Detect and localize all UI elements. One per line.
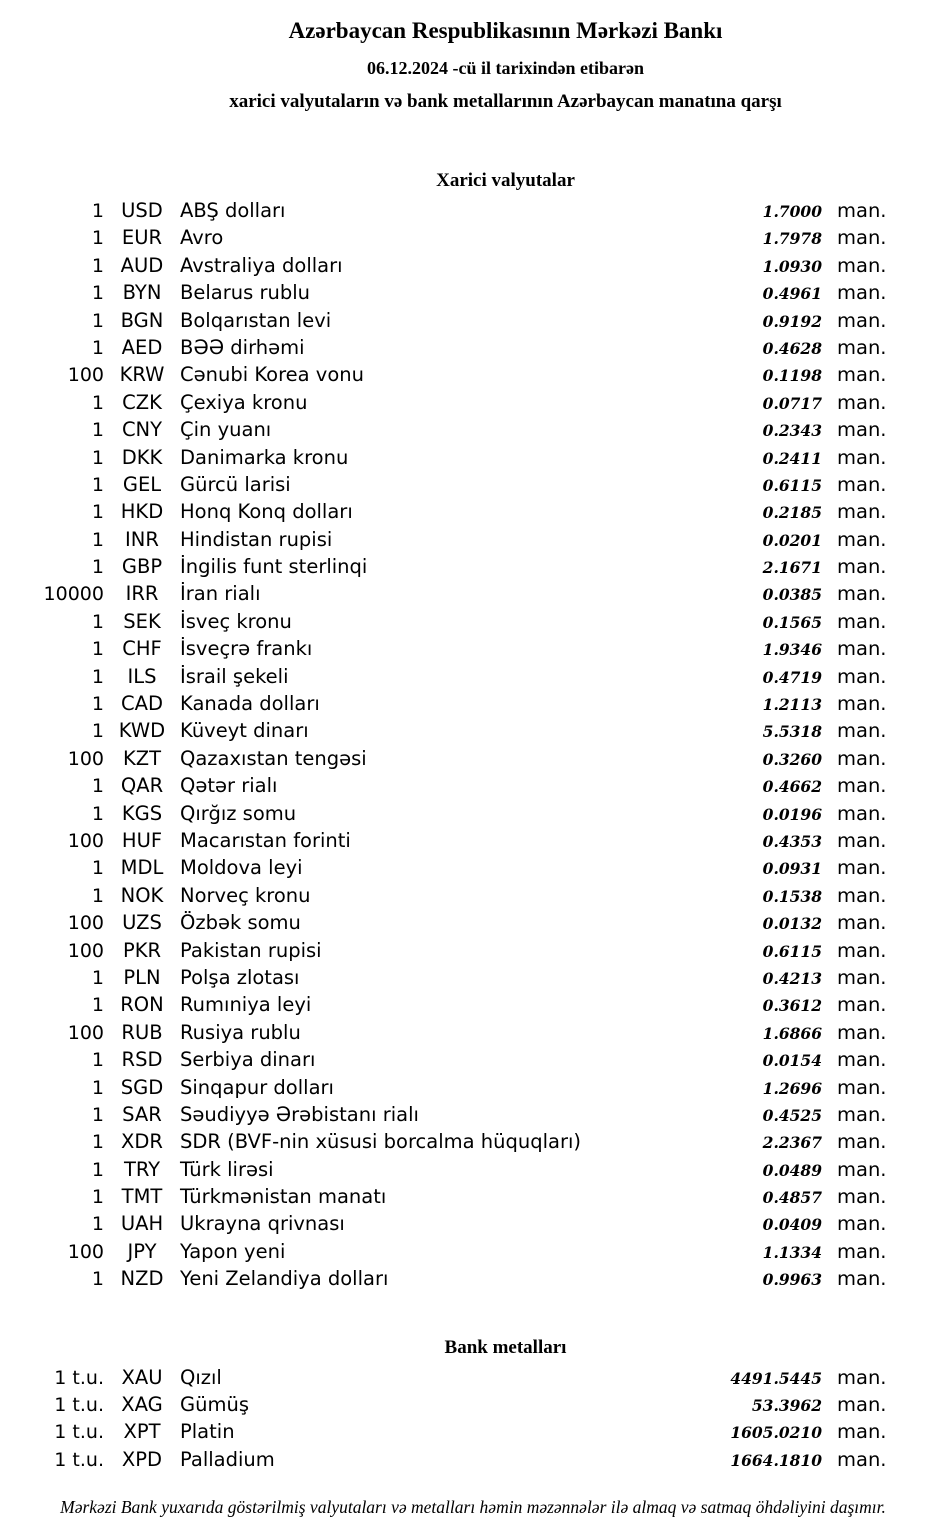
currency-code-cell: SAR [122,1102,162,1126]
rate-cell: 0.1565 [762,612,822,632]
unit-cell: man. [837,527,887,551]
currency-code-cell: EUR [121,226,163,250]
rate-cell: 0.4628 [762,338,822,358]
currency-code-cell: GBP [121,555,163,579]
table-row [0,827,888,854]
rate-cell: 1.9346 [762,640,822,660]
rate-cell: 0.0201 [762,530,822,550]
currency-code-cell: CAD [121,692,163,716]
table-row [0,937,888,964]
unit-cell: man. [837,1239,887,1263]
currency-name-cell: ABŞ dolları [180,199,286,222]
table-row [0,1101,888,1128]
table-row [0,882,888,909]
quantity-cell: 100 [67,912,104,935]
currency-code-cell: KRW [119,363,165,387]
currency-code-cell: SEK [123,609,161,633]
quantity-cell: 1 [91,419,104,442]
currency-code-cell: KGS [121,801,163,825]
unit-cell: man. [837,445,887,469]
currency-code-cell: UZS [122,911,162,935]
currency-name-cell: Moldova leyi [180,856,303,880]
currency-code-cell: AUD [120,253,164,277]
rate-cell: 1.2696 [762,1078,822,1098]
rates-section [0,1335,946,1474]
rate-cell: 0.1198 [762,366,822,386]
table-row [0,772,888,799]
quantity-cell: 1 [91,556,104,579]
rate-cell: 0.9192 [762,311,822,331]
rate-cell: 0.4719 [762,667,822,687]
currency-code-cell: GEL [122,472,162,496]
table-row [0,854,888,881]
page-subtitle: xarici valyutaların və bank metallarının Azərbaycan manatına qarşı [229,91,782,112]
quantity-cell: 1 [91,254,104,277]
currency-code-cell: BYN [122,281,162,305]
unit-cell: man. [837,719,887,743]
unit-cell: man. [837,1447,887,1471]
currency-code-cell: NZD [120,1267,164,1291]
quantity-cell: 1 [91,336,104,359]
unit-cell: man. [837,637,887,661]
quantity-cell: 1 [91,1049,104,1072]
rate-cell: 1605.0210 [730,1423,822,1443]
currency-code-cell: QAR [120,774,164,798]
unit-cell: man. [837,363,887,387]
quantity-cell: 1 [91,884,104,907]
currency-name-cell: Gürcü larisi [180,472,291,496]
rate-cell: 0.0409 [762,1215,822,1235]
currency-name-cell: Honq Konq dolları [180,500,353,524]
currency-name-cell: Küveyt dinarı [180,719,309,743]
rate-cell: 0.4662 [762,777,822,797]
currency-name-cell: Türkmənistan manatı [180,1185,387,1209]
unit-cell: man. [837,418,887,442]
unit-cell: man. [837,993,887,1017]
rate-cell: 2.2367 [762,1133,822,1153]
unit-cell: man. [837,938,887,962]
unit-cell: man. [837,883,887,907]
table-row [0,1046,888,1073]
rate-cell: 0.4525 [762,1105,822,1125]
currency-name-cell: Özbək somu [180,911,301,935]
quantity-cell: 1 [91,1131,104,1154]
quantity-cell: 10000 [43,583,104,606]
quantity-cell: 1 [91,966,104,989]
unit-cell: man. [837,1157,887,1181]
quantity-cell: 1 [91,775,104,798]
rate-cell: 1.7000 [762,202,822,221]
currency-name-cell: Səudiyyə Ərəbistanı rialı [180,1102,419,1126]
table-row [0,1391,888,1418]
currency-name-cell: Polşa zlotası [180,965,300,989]
table-row [0,361,888,388]
currency-code-cell: CHF [122,637,162,661]
unit-cell: man. [837,308,887,332]
unit-cell: man. [837,1393,887,1417]
rate-cell: 0.2343 [762,421,822,441]
currency-code-cell: RON [120,993,164,1017]
sections-container [0,168,946,1473]
table-row [0,991,888,1018]
currency-name-cell: SDR (BVF-nin xüsusi borcalma hüquqları) [180,1130,582,1154]
unit-cell: man. [837,801,887,825]
currency-name-cell: Qətər rialı [180,774,278,798]
unit-cell: man. [837,1365,887,1389]
quantity-cell: 1 t.u. [54,1394,104,1417]
currency-code-cell: INR [125,527,159,551]
currency-code-cell: KZT [122,746,162,770]
table-row [0,964,888,991]
currency-code-cell: CNY [121,418,163,442]
currency-name-cell: Qazaxıstan tengəsi [180,746,367,770]
quantity-cell: 100 [67,364,104,387]
table-row [0,553,888,580]
unit-cell: man. [837,253,887,277]
unit-cell: man. [837,856,887,880]
currency-name-cell: İngilis funt sterlinqi [180,555,368,579]
rate-cell: 1.1334 [762,1242,822,1262]
currency-code-cell: NOK [120,883,164,907]
quantity-cell: 100 [67,1021,104,1044]
currency-name-cell: Türk lirəsi [180,1157,274,1181]
quantity-cell: 100 [67,1240,104,1263]
unit-cell: man. [837,911,887,935]
currency-code-cell: UAH [120,1212,164,1236]
quantity-cell: 1 [91,1213,104,1236]
rate-cell: 0.0196 [762,804,822,824]
table-row [0,279,888,306]
currency-code-cell: HUF [121,828,163,852]
quantity-cell: 1 [91,473,104,496]
quantity-cell: 1 [91,282,104,305]
currency-name-cell: Pakistan rupisi [180,938,322,962]
currency-name-cell: Ukrayna qrivnası [180,1212,345,1236]
unit-cell: man. [837,1420,887,1444]
currency-code-cell: XPT [123,1420,161,1444]
unit-cell: man. [837,1267,887,1291]
rate-cell: 0.6115 [762,941,822,961]
table-row [0,498,888,525]
quantity-cell: 1 [91,1076,104,1099]
quantity-cell: 1 [91,610,104,633]
currency-code-cell: JPY [127,1239,157,1263]
currency-name-cell: Rusiya rublu [180,1020,301,1044]
currency-name-cell: Gümüş [180,1393,249,1417]
rate-cell: 1.2113 [762,695,822,715]
unit-cell: man. [837,1130,887,1154]
currency-code-cell: KWD [118,719,166,743]
quantity-cell: 1 [91,200,104,222]
currency-code-cell: DKK [121,445,163,469]
currency-code-cell: CZK [122,390,162,414]
table-row [0,745,888,772]
unit-cell: man. [837,335,887,359]
currency-name-cell: Avro [180,226,224,250]
unit-cell: man. [837,692,887,716]
unit-cell: man. [837,1185,887,1209]
page-title: Azərbaycan Respublikasının Mərkəzi Bankı [288,18,723,43]
table-row [0,224,888,251]
rate-cell: 0.0132 [762,914,822,934]
unit-cell: man. [837,664,887,688]
table-row [0,717,888,744]
rate-cell: 1.7978 [762,229,822,249]
rate-cell: 1.6866 [762,1023,822,1043]
rate-cell: 1.0930 [762,256,822,276]
rate-cell: 0.2185 [762,503,822,523]
currency-code-cell: AED [121,335,163,359]
currency-name-cell: Sinqapur dolları [180,1075,334,1099]
table-row [0,1019,888,1046]
unit-cell: man. [837,199,887,222]
rate-cell: 1664.1810 [730,1450,822,1470]
quantity-cell: 1 [91,638,104,661]
table-row [0,389,888,416]
rate-cell: 2.1671 [762,558,822,578]
unit-cell: man. [837,472,887,496]
quantity-cell: 1 [91,1103,104,1126]
currency-name-cell: Bolqarıstan levi [180,308,332,332]
currency-name-cell: İsveç kronu [180,609,292,633]
rate-cell: 5.5318 [762,722,822,742]
rate-cell: 53.3962 [751,1396,822,1416]
table-row [0,1156,888,1183]
currency-code-cell: USD [121,199,163,222]
currency-code-cell: ILS [127,664,157,688]
unit-cell: man. [837,500,887,524]
currency-name-cell: İsrail şekeli [180,664,289,688]
unit-cell: man. [837,1102,887,1126]
currency-name-cell: Qızıl [180,1365,222,1389]
rate-cell: 0.4353 [762,831,822,851]
currency-name-cell: Danimarka kronu [180,445,349,469]
currency-code-cell: TRY [123,1157,161,1181]
table-row [0,1183,888,1210]
rate-cell: 0.0154 [762,1051,822,1071]
table-row [0,1418,888,1445]
currency-code-cell: RUB [121,1020,163,1044]
table-row [0,334,888,361]
currency-code-cell: XAG [121,1393,163,1417]
currency-code-cell: PLN [123,965,161,989]
table-row [0,909,888,936]
rate-cell: 0.0717 [762,393,822,413]
currency-name-cell: Serbiya dinarı [180,1048,316,1072]
rate-cell: 0.3260 [762,749,822,769]
table-row [0,663,888,690]
quantity-cell: 1 [91,1268,104,1291]
quantity-cell: 1 [91,446,104,469]
table-row [0,800,888,827]
currency-name-cell: Palladium [180,1447,275,1471]
currency-code-cell: XDR [121,1130,163,1154]
unit-cell: man. [837,965,887,989]
table-row [0,608,888,635]
rate-cell: 0.4961 [762,284,822,304]
rate-cell: 0.4857 [762,1188,822,1208]
rate-cell: 0.0385 [762,585,822,605]
unit-cell: man. [837,582,887,606]
section-title: Xarici valyutalar [436,170,575,191]
quantity-cell: 1 [91,1158,104,1181]
currency-code-cell: HKD [120,500,164,524]
effective-date: 06.12.2024 -cü il tarixindən etibarən [367,58,644,78]
table-row [0,1238,888,1265]
unit-cell: man. [837,1075,887,1099]
table-row [0,307,888,334]
table-row [0,416,888,443]
quantity-cell: 1 [91,857,104,880]
currency-code-cell: XPD [121,1447,163,1471]
quantity-cell: 1 [91,1186,104,1209]
currency-code-cell: SGD [120,1075,164,1099]
table-row [0,471,888,498]
currency-code-cell: BGN [120,308,164,332]
currency-name-cell: BƏƏ dirhəmi [180,335,305,359]
rates-table [0,197,888,1293]
unit-cell: man. [837,774,887,798]
quantity-cell: 1 t.u. [54,1421,104,1444]
currency-name-cell: Rumıniya leyi [180,993,312,1017]
table-row [0,252,888,279]
table-row [0,690,888,717]
unit-cell: man. [837,390,887,414]
rates-section [0,168,946,1293]
table-row [0,635,888,662]
rate-cell: 0.3612 [762,996,822,1016]
quantity-cell: 1 [91,994,104,1017]
rate-cell: 0.6115 [762,475,822,495]
currency-name-cell: İran rialı [180,582,261,606]
quantity-cell: 100 [67,939,104,962]
unit-cell: man. [837,609,887,633]
quantity-cell: 1 [91,309,104,332]
currency-name-cell: Yeni Zelandiya dolları [180,1267,389,1291]
rate-cell: 0.1538 [762,886,822,906]
unit-cell: man. [837,746,887,770]
rate-cell: 0.9963 [762,1270,822,1290]
table-row [0,580,888,607]
currency-name-cell: Kanada dolları [180,692,320,716]
unit-cell: man. [837,226,887,250]
unit-cell: man. [837,1048,887,1072]
quantity-cell: 1 [91,528,104,551]
currency-name-cell: Belarus rublu [180,281,311,305]
rates-table [0,1364,888,1474]
quantity-cell: 100 [67,747,104,770]
table-row [0,1074,888,1101]
currency-name-cell: Avstraliya dolları [180,253,343,277]
table-row [0,1210,888,1237]
rate-cell: 0.0489 [762,1160,822,1180]
unit-cell: man. [837,281,887,305]
table-row [0,444,888,471]
table-row [0,197,888,224]
quantity-cell: 1 [91,693,104,716]
quantity-cell: 1 [91,720,104,743]
quantity-cell: 1 [91,391,104,414]
rate-cell: 0.0931 [762,859,822,879]
quantity-cell: 100 [67,829,104,852]
currency-name-cell: İsveçrə frankı [180,637,313,661]
currency-name-cell: Qırğız somu [180,801,297,825]
currency-name-cell: Macarıstan forinti [180,828,351,852]
unit-cell: man. [837,1020,887,1044]
currency-name-cell: Yapon yeni [180,1239,286,1263]
table-row [0,526,888,553]
currency-name-cell: Cənubi Korea vonu [180,363,364,387]
quantity-cell: 1 t.u. [54,1448,104,1471]
rate-cell: 0.4213 [762,968,822,988]
currency-code-cell: PKR [122,938,162,962]
footer-note: Mərkəzi Bank yuxarıda göstərilmiş valyutaları və metalları həmin məzənnələr ilə almaq və satmaq öhdəliyini daşımır. [60,1497,886,1518]
table-row [0,1128,888,1155]
table-row [0,1265,888,1292]
currency-name-cell: Çin yuanı [180,418,272,442]
table-row [0,1364,888,1391]
currency-code-cell: XAU [121,1365,163,1389]
rate-cell: 4491.5445 [730,1368,822,1388]
section-title: Bank metalları [444,1336,567,1358]
quantity-cell: 1 [91,501,104,524]
currency-code-cell: TMT [121,1185,163,1209]
currency-code-cell: RSD [121,1048,163,1072]
unit-cell: man. [837,828,887,852]
currency-code-cell: MDL [120,856,164,880]
currency-code-cell: IRR [125,582,159,606]
unit-cell: man. [837,555,887,579]
quantity-cell: 1 [91,665,104,688]
table-row [0,1446,888,1473]
quantity-cell: 1 t.u. [54,1366,104,1389]
unit-cell: man. [837,1212,887,1236]
quantity-cell: 1 [91,802,104,825]
currency-name-cell: Hindistan rupisi [180,527,333,551]
quantity-cell: 1 [91,227,104,250]
currency-name-cell: Norveç kronu [180,883,311,907]
currency-name-cell: Çexiya kronu [180,390,308,414]
rate-cell: 0.2411 [762,448,822,468]
currency-name-cell: Platin [180,1420,235,1444]
